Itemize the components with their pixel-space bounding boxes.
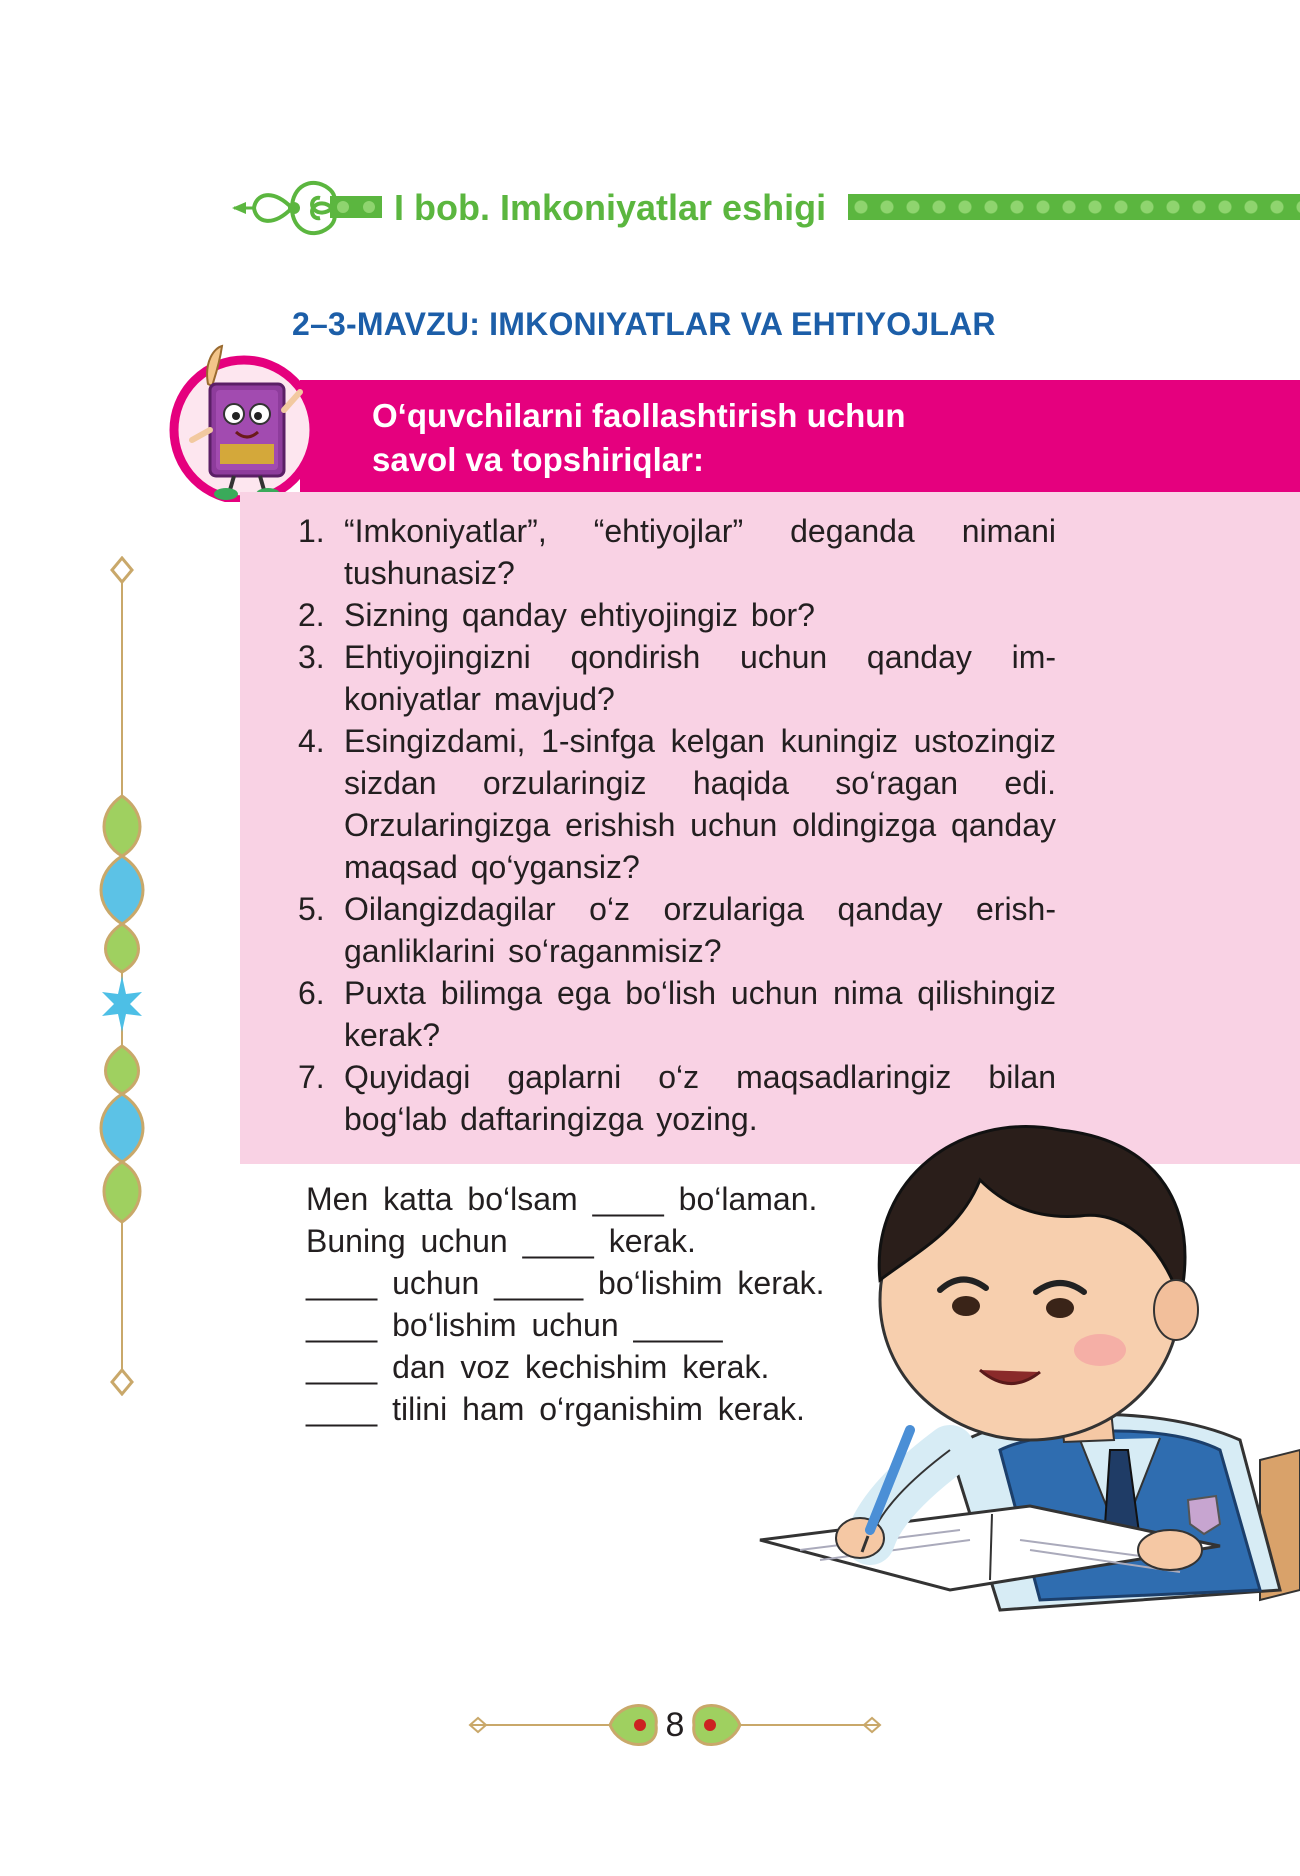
sentence-line: ____ dan voz kechishim kerak. (306, 1349, 770, 1385)
question-number: 6. (298, 975, 325, 1011)
task-header-line-1: O‘quvchilarni faollashtirish uchun (372, 397, 906, 434)
question-item (298, 720, 1056, 888)
question-item (298, 888, 1056, 972)
question-text: Quyidagi gaplarni o‘z maqsadlaringiz bilan bog‘lab daftaringizga yozing. (344, 1059, 1056, 1137)
sentence-line: Buning uchun ____ kerak. (306, 1223, 696, 1259)
question-number: 7. (298, 1059, 325, 1095)
task-panel (240, 492, 1300, 1164)
question-item (298, 510, 1056, 594)
chapter-title: I bob. Imkoniyatlar eshigi (394, 187, 827, 228)
sentence-line: ____ uchun _____ bo‘lishim kerak. (306, 1265, 825, 1301)
question-text: Puxta bilimga ega bo‘lish uchun nima qilishingiz kerak? (344, 975, 1056, 1053)
vertical-ornament-icon (92, 556, 152, 1396)
question-text: “Imkoniyatlar”, “ehtiyojlar” deganda nimani tushunasiz? (344, 513, 1056, 591)
boy-writing-illustration (700, 1120, 1300, 1680)
question-text: Sizning qanday ehtiyojingiz bor? (344, 597, 815, 633)
page-number: 8 (665, 1706, 685, 1744)
question-text: Esingizdami, 1-sinfga kelgan kuningiz ustozingiz sizdan orzularingiz haqida so‘ragan edi. Orzularingizga erishish uchun oldingizga qanday maqsad qo‘ygansiz? (344, 723, 1056, 885)
question-number: 2. (298, 597, 325, 633)
sentence-line: ____ tilini ham o‘rganishim kerak. (306, 1391, 805, 1427)
question-item (298, 972, 1056, 1056)
sentence-line: ____ bo‘lishim uchun _____ (306, 1307, 723, 1343)
question-number: 5. (298, 891, 325, 927)
question-number: 3. (298, 639, 325, 675)
question-number: 1. (298, 513, 325, 549)
lesson-title: 2–3-MAVZU: IMKONIYATLAR VA EHTIYOJLAR (292, 306, 996, 342)
sentence-line: Men katta bo‘lsam ____ bo‘laman. (306, 1181, 818, 1217)
question-text: Ehtiyojingizni qondirish uchun qanday imkoniyatlar mavjud? (344, 639, 1056, 717)
question-number: 4. (298, 723, 325, 759)
task-header (300, 380, 1300, 492)
book-mascot-icon (160, 340, 318, 502)
question-item (298, 594, 1056, 636)
chapter-bar-left (330, 196, 382, 218)
chapter-bar-right (848, 194, 1300, 220)
task-header-title (372, 394, 1072, 482)
question-text: Oilangizdagilar o‘z orzulariga qanday erishganliklarini so‘raganmisiz? (344, 891, 1056, 969)
question-list (298, 510, 1056, 1140)
question-item (298, 636, 1056, 720)
task-header-line-2: savol va topshiriqlar: (372, 441, 704, 478)
